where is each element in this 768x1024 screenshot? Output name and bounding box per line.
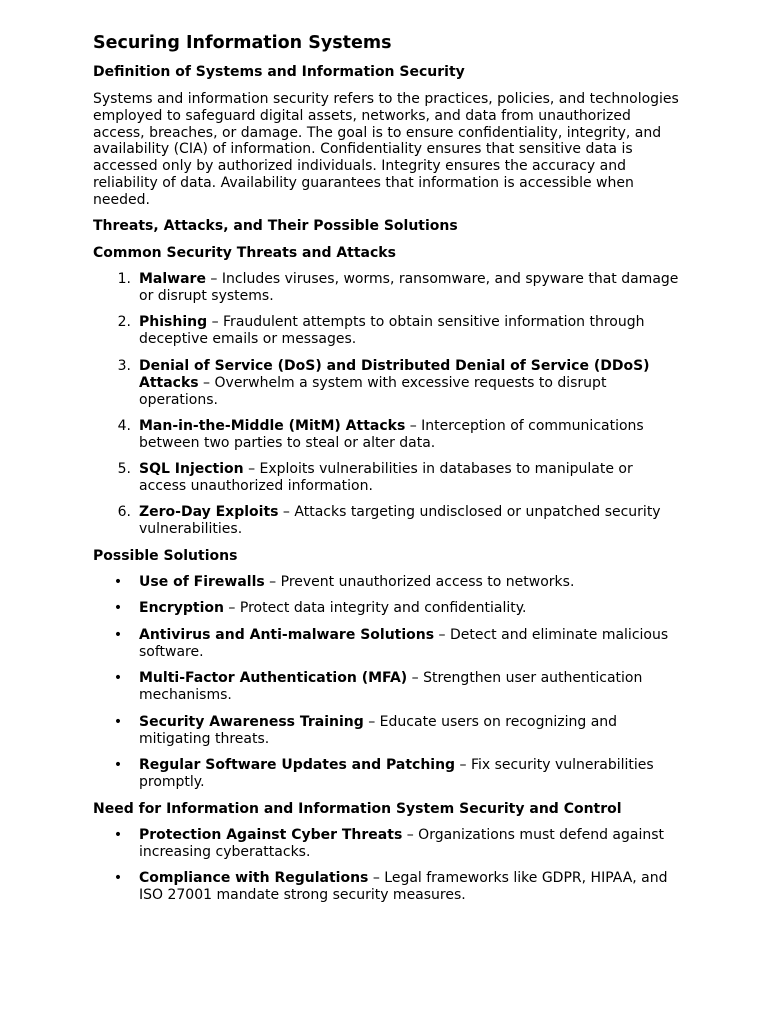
list-item (93, 627, 683, 661)
list-item (93, 670, 683, 704)
list-number: 2. (117, 314, 131, 330)
solutions-heading: Possible Solutions (93, 548, 238, 564)
list-item (93, 574, 683, 591)
item-term: Malware (139, 271, 206, 287)
item-description: – Detect and eliminate malicious software. (139, 627, 669, 660)
item-term: Denial of Service (DoS) and Distributed Denial of Service (DDoS) Attacks (139, 358, 650, 391)
threats-heading: Threats, Attacks, and Their Possible Solutions (93, 218, 458, 234)
list-number: 1. (117, 271, 131, 287)
list-number: 6. (117, 504, 131, 520)
item-term: Compliance with Regulations (139, 870, 369, 886)
list-item (93, 418, 683, 452)
bullet: • (113, 627, 123, 643)
item-description: – Educate users on recognizing and mitigating threats. (139, 714, 618, 747)
item-term: Protection Against Cyber Threats (139, 827, 403, 843)
definition-heading: Definition of Systems and Information Security (93, 64, 465, 80)
list-item (93, 461, 683, 495)
item-description: – Legal frameworks like GDPR, HIPAA, and ISO 27001 mandate strong security measures. (139, 870, 668, 903)
item-term: Use of Firewalls (139, 574, 265, 590)
definition-paragraph: Systems and information security refers to the practices, policies, and technologies employed to safeguard digital assets, networks, and data from unauthorized access, breaches, or damage. The goal is to ensure confidentiality, integrity, and availability (CIA) of information. Confidentiality ensures that sensitive data is accessed only by authorized individuals. Integrity ensures the accuracy and reliability of data. Availability guarantees that information is accessible when needed. (93, 91, 679, 208)
item-term: Man-in-the-Middle (MitM) Attacks (139, 418, 406, 434)
bullet: • (113, 870, 123, 886)
item-term: Multi-Factor Authentication (MFA) (139, 670, 408, 686)
list-number: 4. (117, 418, 131, 434)
list-number: 5. (117, 461, 131, 477)
threats-subheading: Common Security Threats and Attacks (93, 245, 396, 261)
item-description: – Includes viruses, worms, ransomware, and spyware that damage or disrupt systems. (139, 271, 679, 304)
bullet: • (113, 574, 123, 590)
item-description: – Organizations must defend against increasing cyberattacks. (139, 827, 665, 860)
item-term: Regular Software Updates and Patching (139, 757, 456, 773)
item-term: Security Awareness Training (139, 714, 364, 730)
item-description: – Attacks targeting undisclosed or unpatched security vulnerabilities. (139, 504, 661, 537)
item-term: Encryption (139, 600, 224, 616)
list-item (93, 271, 683, 305)
list-item (93, 714, 683, 748)
item-term: Antivirus and Anti-malware Solutions (139, 627, 435, 643)
bullet: • (113, 827, 123, 843)
bullet: • (113, 670, 123, 686)
item-description: – Exploits vulnerabilities in databases to manipulate or access unauthorized information. (139, 461, 633, 494)
item-term: SQL Injection (139, 461, 244, 477)
need-heading: Need for Information and Information System Security and Control (93, 801, 622, 817)
list-item (93, 600, 683, 617)
item-description: – Fix security vulnerabilities promptly. (139, 757, 654, 790)
bullet: • (113, 600, 123, 616)
item-description: – Protect data integrity and confidentiality. (223, 600, 527, 616)
item-term: Zero-Day Exploits (139, 504, 279, 520)
list-item (93, 827, 683, 861)
item-description: – Fraudulent attempts to obtain sensitive information through deceptive emails or messages. (139, 314, 645, 347)
list-item (93, 314, 683, 348)
item-description: – Overwhelm a system with excessive requests to disrupt operations. (139, 374, 607, 408)
list-item (93, 504, 683, 538)
item-description: – Prevent unauthorized access to networks. (264, 574, 575, 590)
list-item (93, 870, 683, 904)
bullet: • (113, 757, 123, 773)
item-term: Phishing (139, 314, 208, 330)
document-title: Securing Information Systems (93, 33, 392, 53)
list-item (93, 358, 683, 408)
item-description: – Strengthen user authentication mechanisms. (139, 670, 643, 703)
item-description: – Interception of communications between two parties to steal or alter data. (139, 418, 644, 451)
bullet: • (113, 714, 123, 730)
list-item (93, 757, 683, 791)
list-number: 3. (117, 358, 131, 374)
